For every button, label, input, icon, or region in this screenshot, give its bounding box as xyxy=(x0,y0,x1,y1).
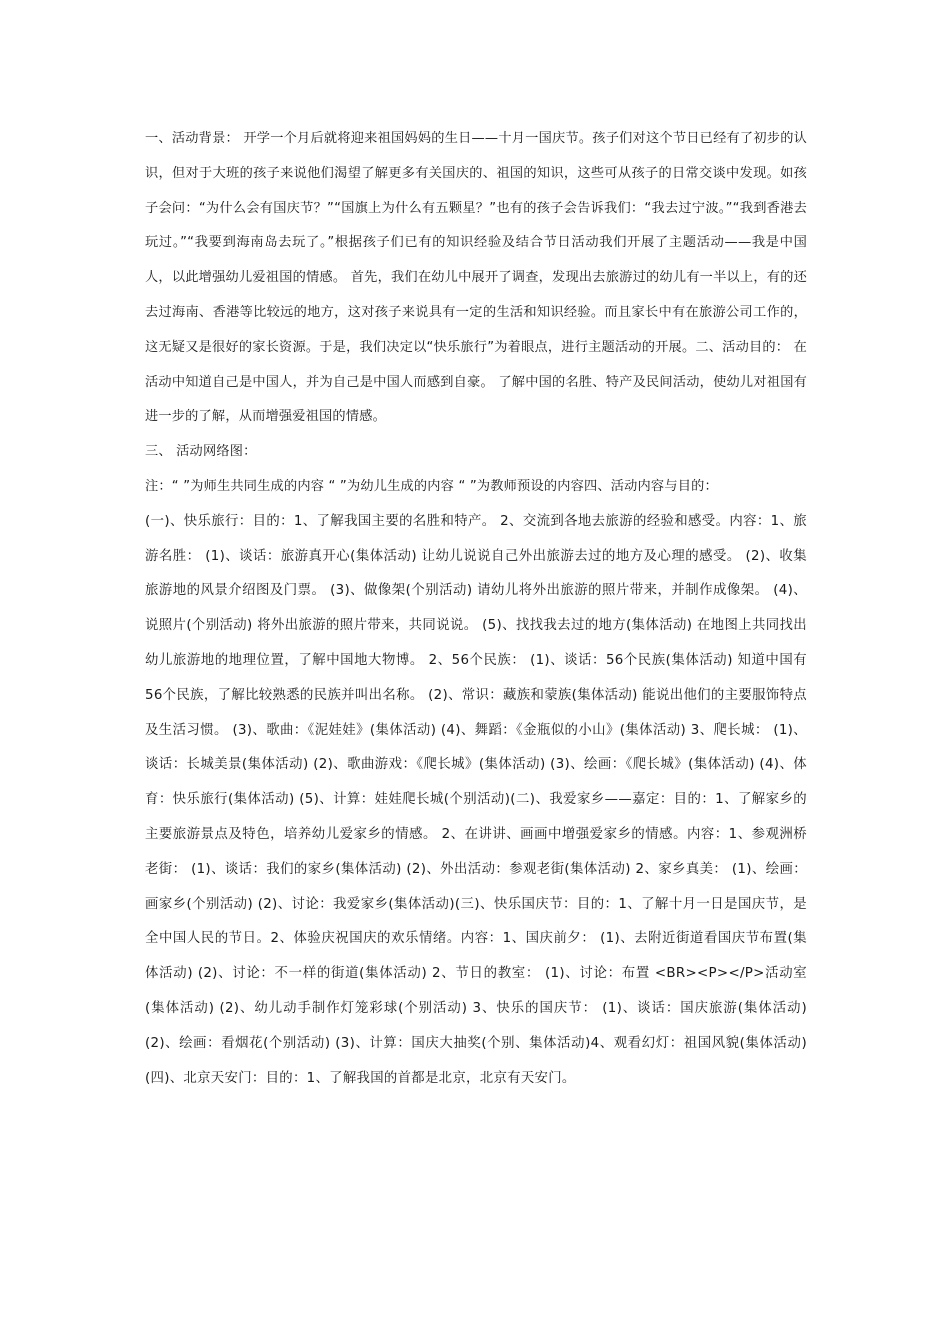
paragraph-network-heading: 三、 活动网络图： xyxy=(145,444,257,460)
paragraph-background-and-goals: 一、活动背景： 开学一个月后就将迎来祖国妈妈的生日——十月一国庆节。孩子们对这个节日已经有了初步的认识，但对于大班的孩子来说他们渴望了解更多有关国庆的、祖国的知识，这些可从孩子的日常交谈中发现。如孩子会问：“为什么会有国庆节？”“国旗上为什么有五颗星？”也有的孩子会告诉我们：“我去过宁波。”“我到香港去玩过。”“我要到海南岛去玩了。”根据孩子们已有的知识经验及结合节日活动我们开展了主题活动——我是中国人，以此增强幼儿爱祖国的情感。 首先，我们在幼儿中展开了调查，发现出去旅游过的幼儿有一半以上，有的还去过海南、香港等比较远的地方，这对孩子来说具有一定的生活和知识经验。而且家长中有在旅游公司工作的，这无疑又是很好的家长资源。于是，我们决定以“快乐旅行”为着眼点，进行主题活动的开展。二、活动目的： 在活动中知道自己是中国人，并为自己是中国人而感到自豪。 了解中国的名胜、特产及民间活动，使幼儿对祖国有进一步的了解，从而增强爱祖国的情感。 xyxy=(145,131,807,425)
paragraph-note: 注：“ ”为师生共同生成的内容 “ ”为幼儿生成的内容 “ ”为教师预设的内容四、活动内容与目的： xyxy=(145,478,718,494)
document-body xyxy=(145,122,807,1096)
paragraph-activity-contents: (一)、快乐旅行：目的：1、了解我国主要的名胜和特产。 2、交流到各地去旅游的经验和感受。内容：1、旅游名胜： (1)、谈话：旅游真开心(集体活动) 让幼儿说说自己外出旅游去过的地方及心理的感受。 (2)、收集旅游地的风景介绍图及门票。 (3)、做像架(个别活动) 请幼儿将外出旅游的照片带来，并制作成像架。 (4)、说照片(个别活动) 将外出旅游的照片带来，共同说说。 (5)、找找我去过的地方(集体活动) 在地图上共同找出幼儿旅游地的地理位置，了解中国地大物博。 2、56个民族： (1)、谈话：56个民族(集体活动) 知道中国有56个民族，了解比较熟悉的民族并叫出名称。 (2)、常识：藏族和蒙族(集体活动) 能说出他们的主要服饰特点及生活习惯。 (3)、歌曲：《泥娃娃》(集体活动) (4)、舞蹈：《金瓶似的小山》(集体活动) 3、爬长城： (1)、谈话：长城美景(集体活动) (2)、歌曲游戏：《爬长城》(集体活动) (3)、绘画：《爬长城》(集体活动) (4)、体育：快乐旅行(集体活动) (5)、计算：娃娃爬长城(个别活动)(二)、我爱家乡——嘉定：目的：1、了解家乡的主要旅游景点及特色，培养幼儿爱家乡的情感。 2、在讲讲、画画中增强爱家乡的情感。内容：1、参观洲桥老街： (1)、谈话：我们的家乡(集体活动) (2)、外出活动：参观老街(集体活动) 2、家乡真美： (1)、绘画：画家乡(个别活动) (2)、讨论：我爱家乡(集体活动)(三)、快乐国庆节：目的：1、了解十月一日是国庆节，是全中国人民的节日。2、体验庆祝国庆的欢乐情绪。内容：1、国庆前夕： (1)、去附近街道看国庆节布置(集体活动) (2)、讨论：不一样的街道(集体活动) 2、节日的教室： (1)、讨论：布置 <BR><P></P>活动室(集体活动) (2)、幼儿动手制作灯笼彩球(个别活动) 3、快乐的国庆节： (1)、谈话：国庆旅游(集体活动) (2)、绘画：看烟花(个别活动) (3)、计算：国庆大抽奖(个别、集体活动)4、观看幻灯：祖国风貌(集体活动)(四)、北京天安门：目的：1、了解我国的首都是北京，北京有天安门。 xyxy=(145,513,807,1086)
